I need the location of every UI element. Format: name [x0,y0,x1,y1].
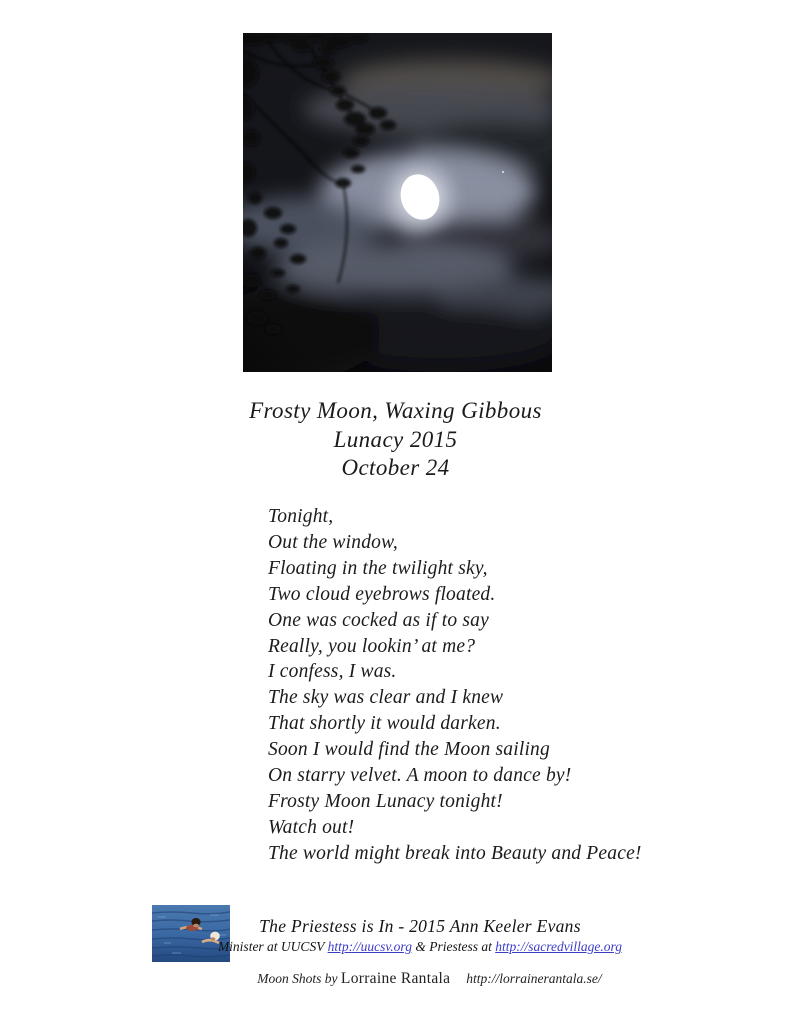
photographer-url: http://lorrainerantala.se/ [466,971,602,986]
minister-prefix: Minister at UUCSV [217,939,328,954]
title-block [0,397,791,483]
poem-line: The sky was clear and I knew [268,687,504,709]
poem-line: Floating in the twilight sky, [268,557,488,579]
poem-line: One was cocked as if to say [268,609,489,631]
moon-photo-graphic [243,33,552,372]
poem-line: I confess, I was. [268,661,397,683]
title-line-2: Lunacy 2015 [333,426,458,452]
poem-line: Soon I would find the Moon sailing [268,739,550,761]
poem-line: That shortly it would darken. [268,713,501,735]
title-line-3: October 24 [341,455,450,480]
footer-credits [213,915,627,956]
poem-line: The world might break into Beauty and Peace! [268,842,642,864]
vignette-overlay [243,33,552,372]
poem-line: On starry velvet. A moon to dance by! [268,765,572,787]
poem-line: Watch out! [268,816,355,838]
moon-photo [243,33,552,372]
links-line [213,937,627,956]
poem-body [268,504,642,867]
poem-line: Really, you lookin’ at me? [268,635,476,657]
sacredvillage-link[interactable]: http://sacredvillage.org [495,939,623,954]
moonshots-prefix: Moon Shots by [257,971,341,986]
photographer-name: Lorraine Rantala [340,970,451,987]
priestess-mid: & Priestess at [411,939,496,954]
photo-credit-line [0,969,791,989]
poem-line: Out the window, [268,531,398,553]
uucsv-link[interactable]: http://uucsv.org [327,939,412,954]
credit-line: The Priestess is In - 2015 Ann Keeler Evans [259,916,581,936]
poem-line: Frosty Moon Lunacy tonight! [268,790,503,812]
title-line-1: Frosty Moon, Waxing Gibbous [249,398,542,423]
poem-line: Tonight, [268,506,334,527]
poem-line: Two cloud eyebrows floated. [268,583,496,605]
